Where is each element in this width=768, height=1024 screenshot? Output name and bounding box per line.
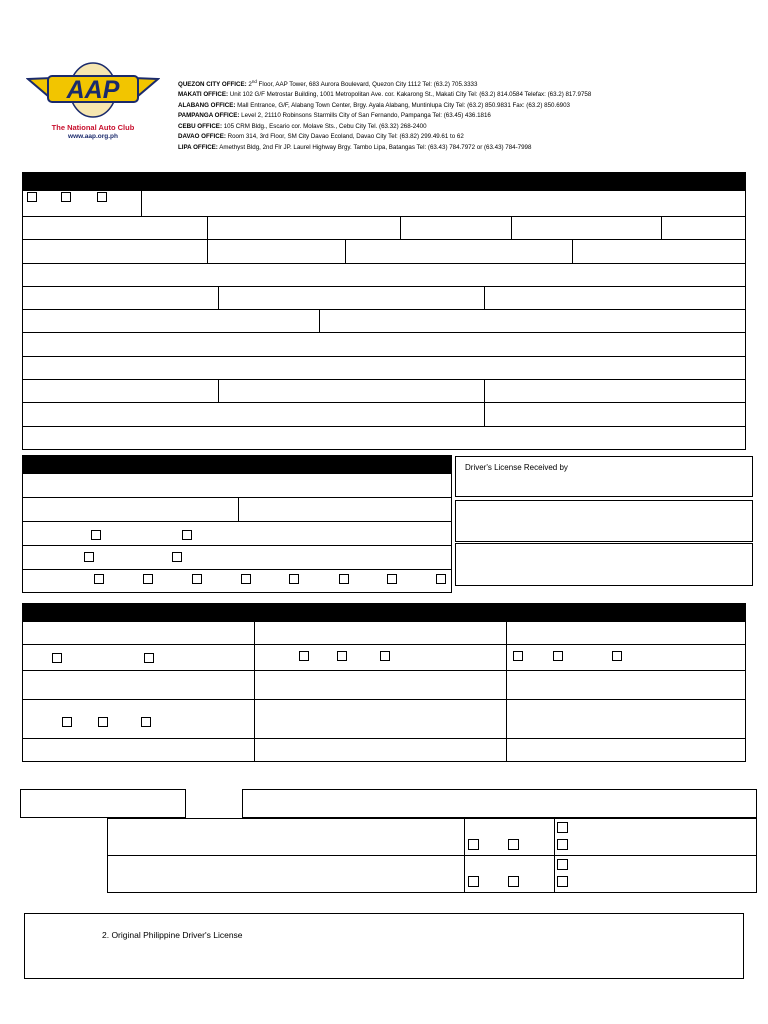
requirement-item-2: 2. Original Philippine Driver's License <box>102 930 243 940</box>
payment-checkbox[interactable] <box>557 839 568 850</box>
vehicle-option-checkbox[interactable] <box>299 651 309 661</box>
license-received-by-label: Driver's License Received by <box>465 463 568 472</box>
payment-checkbox[interactable] <box>557 859 568 870</box>
vehicle-option-checkbox[interactable] <box>141 717 151 727</box>
vehicle-option-checkbox[interactable] <box>553 651 563 661</box>
office-line: DAVAO OFFICE: Room 314, 3rd Floor, SM City Davao Ecoland, Davao City Tel: (63.82) 299.49.61 to 62 <box>178 133 464 141</box>
vehicle-option-checkbox[interactable] <box>337 651 347 661</box>
applicant-type-checkbox-1[interactable] <box>27 192 37 202</box>
office-line: MAKATI OFFICE: Unit 102 G/F Metrostar Building, 1001 Metropolitan Ave. cor. Kakarong St., Makati City Tel: (63.2) 814.0584 Telefax: (63.2) 817.9758 <box>178 91 592 99</box>
office-line: LIPA OFFICE: Amethyst Bldg, 2nd Flr JP. Laurel Highway Brgy. Tambo Lipa, Batangas Tel: (63.43) 784.7972 or (63.43) 784-7998 <box>178 143 532 151</box>
license-option-checkbox[interactable] <box>91 530 101 540</box>
payment-checkbox[interactable] <box>468 876 479 887</box>
office-line: CEBU OFFICE: 105 CRM Bldg., Escario cor. Molave Sts., Cebu City Tel. (63.32) 268-2400 <box>178 122 427 130</box>
restriction-checkbox[interactable] <box>192 574 202 584</box>
restriction-checkbox[interactable] <box>289 574 299 584</box>
restriction-checkbox[interactable] <box>339 574 349 584</box>
restriction-checkbox[interactable] <box>436 574 446 584</box>
applicant-info-table <box>22 190 746 450</box>
office-line: QUEZON CITY OFFICE: 2nd Floor, AAP Tower, 683 Aurora Boulevard, Quezon City 1112 Tel: (63.2) 705.3333 <box>178 79 478 89</box>
club-website: www.aap.org.ph <box>68 133 118 140</box>
restriction-checkbox[interactable] <box>143 574 153 584</box>
payment-checkbox[interactable] <box>557 876 568 887</box>
license-option-checkbox[interactable] <box>172 552 182 562</box>
aap-logo <box>26 54 160 150</box>
vehicle-option-checkbox[interactable] <box>612 651 622 661</box>
receiver-signature-box[interactable] <box>455 500 753 542</box>
office-address-list <box>178 77 738 153</box>
license-option-checkbox[interactable] <box>182 530 192 540</box>
payment-checkbox[interactable] <box>508 876 519 887</box>
restriction-checkbox[interactable] <box>387 574 397 584</box>
restriction-checkbox[interactable] <box>241 574 251 584</box>
applicant-type-checkbox-3[interactable] <box>97 192 107 202</box>
applicant-type-checkbox-2[interactable] <box>61 192 71 202</box>
section-2-header-bar <box>22 455 452 473</box>
vehicle-option-checkbox[interactable] <box>62 717 72 727</box>
club-name: The National Auto Club <box>51 123 135 132</box>
payment-checkbox[interactable] <box>557 822 568 833</box>
license-option-checkbox[interactable] <box>84 552 94 562</box>
official-use-wide-box[interactable] <box>242 789 757 818</box>
section-3-header-bar <box>22 603 746 621</box>
logo-wordmark: AAP <box>66 76 120 104</box>
vehicle-option-checkbox[interactable] <box>98 717 108 727</box>
payment-checkbox[interactable] <box>508 839 519 850</box>
vehicle-option-checkbox[interactable] <box>380 651 390 661</box>
restriction-checkbox[interactable] <box>94 574 104 584</box>
vehicle-option-checkbox[interactable] <box>513 651 523 661</box>
office-line: PAMPANGA OFFICE: Level 2, 21110 Robinsons Starmills City of San Fernando, Pampanga Tel: (63.45) 436.1816 <box>178 112 491 120</box>
section-1-header-bar <box>22 172 746 190</box>
vehicle-info-table <box>22 621 746 762</box>
receiver-date-box[interactable] <box>455 543 753 586</box>
payment-checkbox[interactable] <box>468 839 479 850</box>
office-line: ALABANG OFFICE: Mall Entrance, G/F, Alabang Town Center, Brgy. Ayala Alabang, Muntinlupa City Tel: (63.2) 850.9831 Fax: (63.2) 850.6903 <box>178 101 570 109</box>
requirements-box <box>24 913 744 979</box>
vehicle-option-checkbox[interactable] <box>52 653 62 663</box>
official-use-box[interactable] <box>20 789 186 818</box>
vehicle-option-checkbox[interactable] <box>144 653 154 663</box>
aap-wings-emblem <box>26 54 160 124</box>
